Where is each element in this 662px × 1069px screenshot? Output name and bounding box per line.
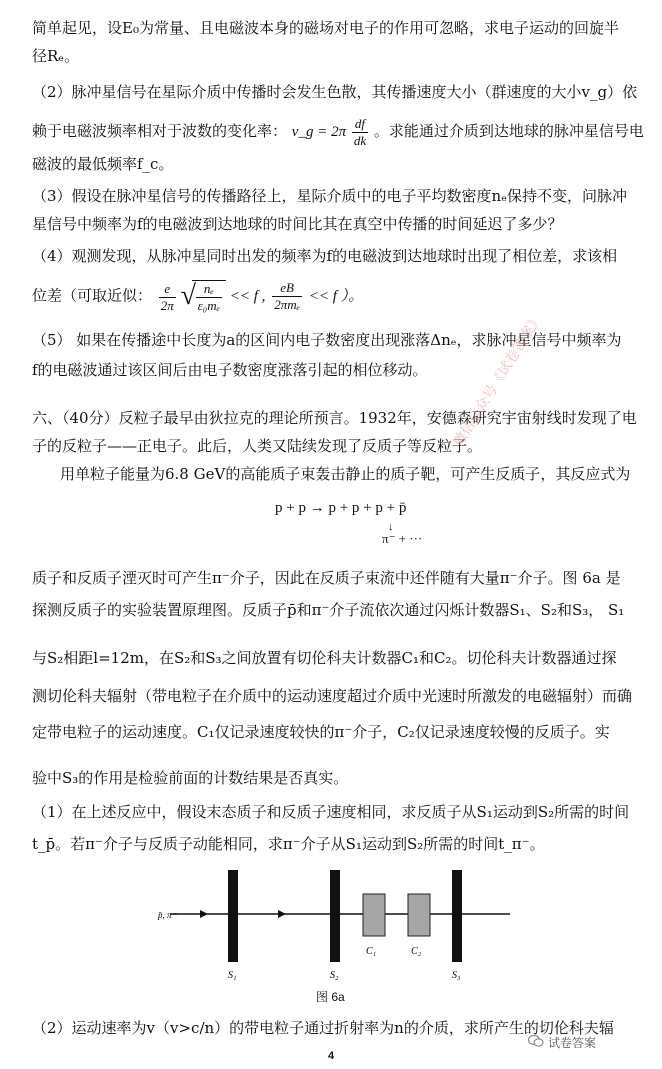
question-4-line-1: （4）观测发现，从脉冲星同时出发的频率为f的电磁波到达地球时出现了相位差，求该相 [32,247,618,265]
page-number: 4 [328,1050,335,1062]
fraction-numerator: eB [272,280,302,297]
cherenkov-counter-c2 [408,894,430,936]
fraction-denominator: 2πmₑ [274,297,301,312]
question-3-line-1: （3）假设在脉冲星信号的传播路径上，星际介质中的电子平均数密度nₑ保持不变，问脉冲 [32,187,628,205]
section-6-line-6: 与S₂相距l=12m，在S₂和S₃之间放置有切伦科夫计数器C₁和C₂。切伦科夫计数器通过探 [32,649,617,667]
text-fragment: << f ）。 [308,288,364,305]
apparatus-diagram [150,866,520,986]
reaction-equation: p + p → p + p + p + p̄ [275,500,407,516]
question-3-line-2: 星信号中频率为f的电磁波到达地球的时间比其在真空中传播的时间延迟了多少？ [32,215,563,233]
scintillator-s3 [452,870,462,962]
question-5-line-2: f的电磁波通过该区间后由电子数密度涨落引起的相位移动。 [32,361,428,379]
text-line-2: 径Rₑ。 [32,47,80,65]
label-s2: S₂ [330,970,339,981]
wechat-label: 试卷答案 [548,1036,597,1050]
fraction-denominator: ε₀mₑ [197,298,221,314]
section-6-line-7: 测切伦科夫辐射（带电粒子在介质中的运动速度超过介质中光速时所激发的电磁辐射）而确 [32,687,633,705]
df-dk-fraction [352,116,368,149]
wechat-icon [528,1034,544,1048]
text-fragment: 位差（可取近似： [32,286,153,305]
text-fragment: 。求能通过介质到达地球的脉冲星信号电 [373,121,644,140]
fraction-numerator: √ nₑ [196,281,222,298]
ne-over-eps-fraction [196,281,222,314]
fraction-numerator: e [159,281,176,298]
fraction-denominator: 2π [160,297,174,313]
question-2-line-1: （2）脉冲星信号在星际介质中传播时会发生色散，其传播速度大小（群速度的大小v_g）依 [32,83,638,101]
fraction-denominator: dk [353,133,367,148]
cherenkov-counter-c1 [363,894,385,936]
section-6-line-9: 验中S₃的作用是检验前面的计数结果是否真实。 [32,769,349,787]
part-1-line-1: （1）在上述反应中，假设末态质子和反质子速度相同，求反质子从S₁运动到S₂所需的时间 [32,803,630,821]
approximation-1 [157,280,230,314]
question-2-line-3: 磁波的最低频率f_c。 [32,155,174,173]
label-c2: C₂ [411,946,422,957]
label-s1: S₁ [228,970,237,981]
part-2-line-1: （2）运动速率为v（v>c/n）的带电粒子通过折射率为n的介质，求所产生的切伦科夫辐 [32,1019,614,1037]
section-6-line-4: 质子和反质子湮灭时可产生π⁻介子，因此在反质子束流中还伴随有大量π⁻介子。图 6a 是 [32,569,621,587]
figure-caption: 图 6a [316,990,345,1004]
question-5-line-1: （5） 如果在传播途中长度为a的区间内电子数密度出现涨落Δnₑ，求脉冲星信号中频率为 [32,331,622,349]
question-2-line-2 [32,116,642,149]
scintillator-s1 [228,870,238,962]
label-s3: S₃ [452,970,461,981]
group-velocity-formula [291,116,374,148]
section-6-line-1: 六、（40分）反粒子最早由狄拉克的理论所预言。1932年，安德森研究宇宙射线时发现了电 [32,409,637,427]
part-1-line-2: t_p̄。若π⁻介子与反质子动能相同，求π⁻介子从S₁运动到S₂所需的时间t_π⁻。 [32,835,545,853]
reaction-tail: π⁻ + ··· [382,531,423,546]
label-c1: C₁ [366,946,377,957]
beam-arrowhead [278,910,286,918]
watermark-text: 微信公众号《试卷答案》 [450,310,546,451]
beam-arrowhead [200,910,208,918]
square-root [192,280,226,314]
text-fragment: << f , [229,288,266,305]
beam-label: p̄, π⁻ [158,910,177,920]
section-6-line-8: 定带电粒子的运动速度。C₁仅记录速度较快的π⁻介子，C₂仅记录速度较慢的反质子。实 [32,723,610,741]
formula-lhs: v_g = 2π [291,123,347,140]
section-6-line-3: 用单粒子能量为6.8 GeV的高能质子束轰击静止的质子靶，可产生反质子，其反应式为 [60,465,631,483]
section-6-line-5: 探测反质子的实验装置原理图。反质子p̄和π⁻介子流依次通过闪烁计数器S₁、S₂和S₃， S₁ [32,601,625,619]
fraction-numerator: df [352,116,368,133]
reaction-arrow: ↓ [388,521,394,533]
e-over-2pi-fraction [159,281,176,314]
scintillator-s2 [330,870,340,962]
text-line-1: 简单起见，设E₀为常量、且电磁波本身的磁场对电子的作用可忽略，求电子运动的回旋半 [32,19,619,37]
text-fragment: 赖于电磁波频率相对于波数的变化率： [32,121,288,140]
question-4-line-2 [32,280,642,314]
eb-over-2pim-fraction [272,280,302,313]
section-6-line-2: 子的反粒子——正电子。此后，人类又陆续发现了反质子等反粒子。 [32,437,483,455]
